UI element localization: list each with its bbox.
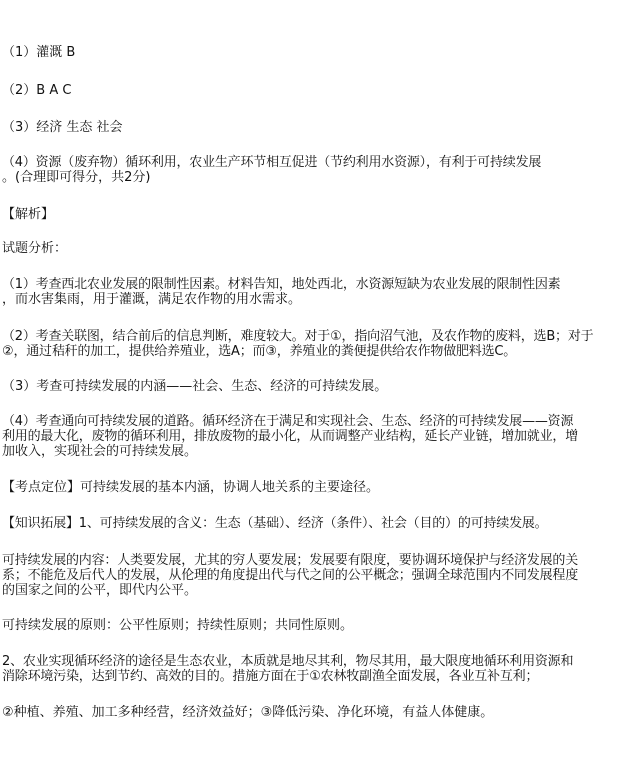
analysis-heading: 【解析】 xyxy=(2,207,55,222)
answer-3: （3）经济 生态 社会 xyxy=(2,120,123,135)
zhishi-eco-line-3: ②种植、养殖、加工多种经营，经济效益好；③降低污染、净化环境，有益人体健康。 xyxy=(2,705,494,720)
zhishi-principles: 可持续发展的原则：公平性原则；持续性原则；共同性原则。 xyxy=(2,618,354,633)
analysis-1-line-2: ，而水害集雨，用于灌溉，满足农作物的用水需求。 xyxy=(2,292,302,307)
zhishi-definition: 【知识拓展】1、可持续发展的含义：生态（基础）、经济（条件）、社会（目的）的可持续发展。 xyxy=(2,516,548,531)
analysis-2-line-1: （2）考查关联图，结合前后的信息判断，难度较大。对于①，指向沼气池，及农作物的废料，选B；对于 xyxy=(2,329,594,344)
zhishi-content-line-1: 可持续发展的内容：人类要发展，尤其的穷人要发展；发展要有限度，要协调环境保护与经济发展的关 xyxy=(2,553,579,568)
zhishi-eco-line-1: 2、农业实现循环经济的途径是生态农业，本质就是地尽其利，物尽其用，最大限度地循环利用资源和 xyxy=(2,654,574,669)
answer-4-line-2: 。(合理即可得分，共2分) xyxy=(2,170,151,185)
analysis-1-line-1: （1）考查西北农业发展的限制性因素。材料告知，地处西北，水资源短缺为农业发展的限制性因素 xyxy=(2,277,561,292)
analysis-4-line-2: 利用的最大化，废物的循环利用，排放废物的最小化，从而调整产业结构，延长产业链，增加就业，增 xyxy=(2,429,579,444)
analysis-4-line-3: 加收入，实现社会的可持续发展。 xyxy=(2,444,198,459)
answer-1: （1）灌溉 B xyxy=(2,45,76,60)
analysis-intro: 试题分析： xyxy=(2,241,68,256)
analysis-3: （3）考查可持续发展的内涵——社会、生态、经济的可持续发展。 xyxy=(2,379,388,394)
answer-2: （2）B A C xyxy=(2,83,72,98)
analysis-4-line-1: （4）考查通向可持续发展的道路。循环经济在于满足和实现社会、生态、经济的可持续发展——资源 xyxy=(2,414,574,429)
answer-4-line-1: （4）资源（废弃物）循环利用，农业生产环节相互促进（节约利用水资源），有利于可持续发展 xyxy=(2,155,542,170)
analysis-2-line-2: ②，通过秸秆的加工，提供给养殖业，选A；而③，养殖业的粪便提供给农作物做肥料选C。 xyxy=(2,344,517,359)
kaodian-line: 【考点定位】可持续发展的基本内涵，协调人地关系的主要途径。 xyxy=(2,480,380,495)
zhishi-content-line-3: 的国家之间的公平，即代内公平。 xyxy=(2,583,198,598)
zhishi-content-line-2: 系；不能危及后代人的发展，从伦理的角度提出代与代之间的公平概念；强调全球范围内不同发展程度 xyxy=(2,568,579,583)
zhishi-eco-line-2: 消除环境污染，达到节约、高效的目的。措施方面在于①农林牧副渔全面发展，各业互补互利； xyxy=(2,669,539,684)
